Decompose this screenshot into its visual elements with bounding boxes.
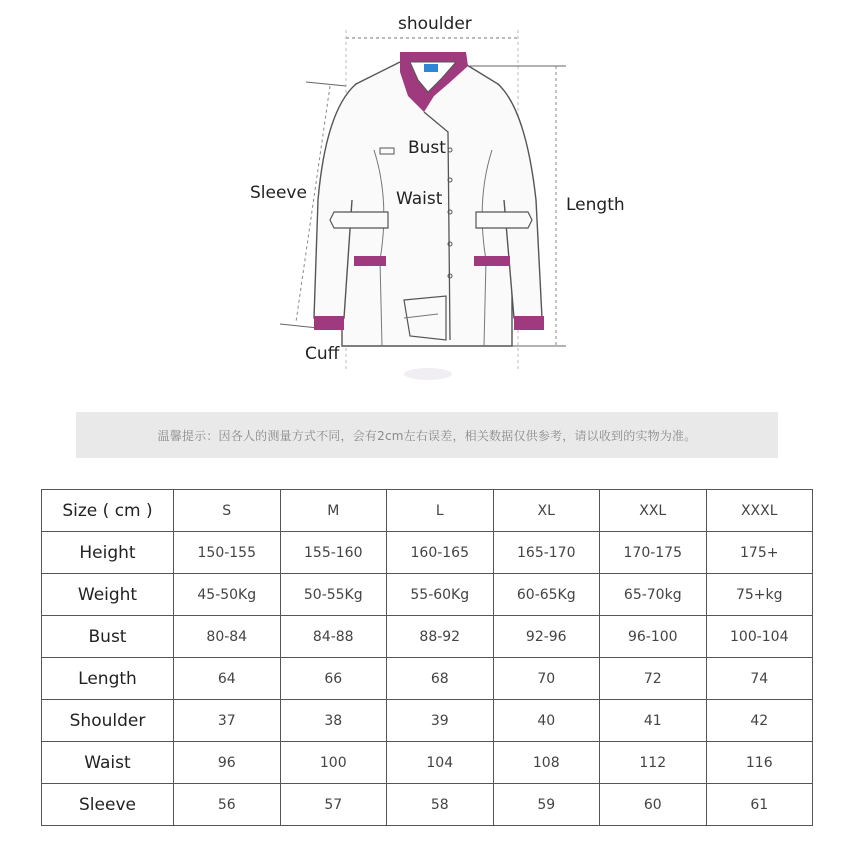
shoulder-label: shoulder [398,14,472,34]
table-cell: 64 [174,658,281,700]
measure-name-cell: Sleeve [42,784,174,826]
table-cell: 59 [493,784,600,826]
table-cell: 75+kg [706,574,813,616]
table-cell: 72 [600,658,707,700]
size-column-header: L [387,490,494,532]
measure-name-cell: Length [42,658,174,700]
waist-label: Waist [396,189,443,209]
table-cell: 170-175 [600,532,707,574]
measure-name-cell: Bust [42,616,174,658]
table-cell: 60-65Kg [493,574,600,616]
table-cell: 41 [600,700,707,742]
table-cell: 84-88 [280,616,387,658]
table-cell: 66 [280,658,387,700]
table-cell: 68 [387,658,494,700]
jacket-measurement-diagram [0,0,854,400]
table-cell: 116 [706,742,813,784]
table-cell: 160-165 [387,532,494,574]
table-cell: 39 [387,700,494,742]
table-cell: 57 [280,784,387,826]
measure-name-cell: Waist [42,742,174,784]
table-cell: 65-70kg [600,574,707,616]
size-column-header: XL [493,490,600,532]
table-row [42,574,813,616]
table-cell: 92-96 [493,616,600,658]
table-cell: 37 [174,700,281,742]
size-column-header: XXXL [706,490,813,532]
table-cell: 55-60Kg [387,574,494,616]
length-label: Length [566,195,625,215]
table-cell: 96 [174,742,281,784]
table-cell: 38 [280,700,387,742]
table-header-row [42,490,813,532]
table-cell: 58 [387,784,494,826]
notice-banner: 温馨提示：因各人的测量方式不同，会有2cm左右误差，相关数据仅供参考，请以收到的实物为准。 [76,412,778,458]
measure-name-cell: Height [42,532,174,574]
table-cell: 60 [600,784,707,826]
cuff-label: Cuff [305,344,340,364]
table-cell: 50-55Kg [280,574,387,616]
table-cell: 100 [280,742,387,784]
table-row [42,784,813,826]
table-row [42,742,813,784]
table-cell: 70 [493,658,600,700]
table-cell: 42 [706,700,813,742]
table-cell: 88-92 [387,616,494,658]
table-row [42,700,813,742]
table-cell: 74 [706,658,813,700]
table-cell: 56 [174,784,281,826]
table-row [42,616,813,658]
table-row [42,532,813,574]
table-cell: 104 [387,742,494,784]
sleeve-label: Sleeve [250,183,307,203]
measure-name-cell: Weight [42,574,174,616]
table-cell: 45-50Kg [174,574,281,616]
size-header-cell: Size ( cm ) [42,490,174,532]
measure-name-cell: Shoulder [42,700,174,742]
table-cell: 61 [706,784,813,826]
size-column-header: XXL [600,490,707,532]
size-column-header: S [174,490,281,532]
table-cell: 40 [493,700,600,742]
table-cell: 150-155 [174,532,281,574]
table-cell: 165-170 [493,532,600,574]
table-cell: 80-84 [174,616,281,658]
table-cell: 108 [493,742,600,784]
table-row [42,658,813,700]
table-cell: 155-160 [280,532,387,574]
bust-label: Bust [408,138,446,158]
table-cell: 100-104 [706,616,813,658]
table-cell: 175+ [706,532,813,574]
size-chart-table [41,489,813,826]
table-cell: 112 [600,742,707,784]
table-cell: 96-100 [600,616,707,658]
size-column-header: M [280,490,387,532]
